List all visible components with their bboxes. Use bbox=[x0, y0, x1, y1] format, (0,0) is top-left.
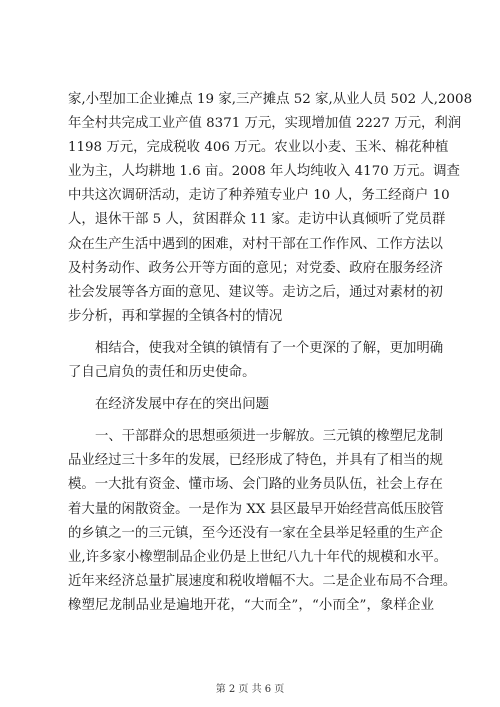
text-line: 业为主，人均耕地 1.6 亩。2008 年人均纯收入 4170 万元。调查 bbox=[68, 164, 460, 180]
text-line: 1198 万元，完成税收 406 万元。农业以小麦、玉米、棉花种植 bbox=[68, 140, 449, 156]
text-line: 一、干部群众的思想亟须进一步解放。三元镇的橡塑尼龙制 bbox=[95, 429, 444, 445]
text-line: 众在生产生活中遇到的困难，对村干部在工作作风、工作方法以 bbox=[68, 236, 443, 252]
text-line: 近年来经济总量扩展速度和税收增幅不大。二是企业布局不合理。 bbox=[68, 573, 457, 589]
text-line: 年全村共完成工业产值 8371 万元，实现增加值 2227 万元，利润 bbox=[68, 116, 462, 132]
section-heading: 在经济发展中存在的突出问题 bbox=[95, 397, 270, 413]
text-line: 了自己肩负的责任和历史使命。 bbox=[68, 365, 256, 381]
text-line: 人，退休干部 5 人，贫困群众 11 家。走访中认真倾听了党员群 bbox=[68, 212, 446, 228]
paragraph-3 bbox=[68, 425, 457, 618]
text-line: 模。一大批有资金、懂市场、会门路的业务员队伍，社会上存在 bbox=[68, 477, 443, 493]
text-line: 及村务动作、政务公开等方面的意见；对党委、政府在服务经济 bbox=[68, 260, 443, 276]
text-line: 业,许多家小橡塑制品企业仍是上世纪八九十年代的规模和水平。 bbox=[68, 549, 448, 565]
text-line: 品业经过三十多年的发展，已经形成了特色，并具有了相当的规 bbox=[68, 453, 443, 469]
text-line: 着大量的闲散资金。一是作为 XX 县区最早开始经营高低压胶管 bbox=[68, 501, 444, 517]
text-line: 社会发展等各方面的意见、建议等。走访之后，通过对素材的初 bbox=[68, 284, 443, 300]
text-line: 中共这次调研活动，走访了种养殖专业户 10 人，务工经商户 10 bbox=[68, 188, 450, 204]
body-text bbox=[68, 88, 473, 618]
text-line: 的乡镇之一的三元镇，至今还没有一家在全县举足轻重的生产企 bbox=[68, 525, 443, 541]
text-line: 橡塑尼龙制品业是遍地开花，“大而全”，“小而全”，象样企业 bbox=[68, 597, 434, 613]
paragraph-2 bbox=[68, 337, 444, 385]
text-line: 相结合，使我对全镇的镇情有了一个更深的了解，更加明确 bbox=[95, 340, 444, 356]
paragraph-1 bbox=[68, 88, 473, 329]
page-number: 第 2 页 共 6 页 bbox=[215, 684, 285, 695]
text-line: 步分析，再和掌握的全镇各村的情况 bbox=[68, 308, 283, 324]
text-line: 家,小型加工企业摊点 19 家,三产摊点 52 家,从业人员 502 人,2008 bbox=[68, 92, 473, 107]
